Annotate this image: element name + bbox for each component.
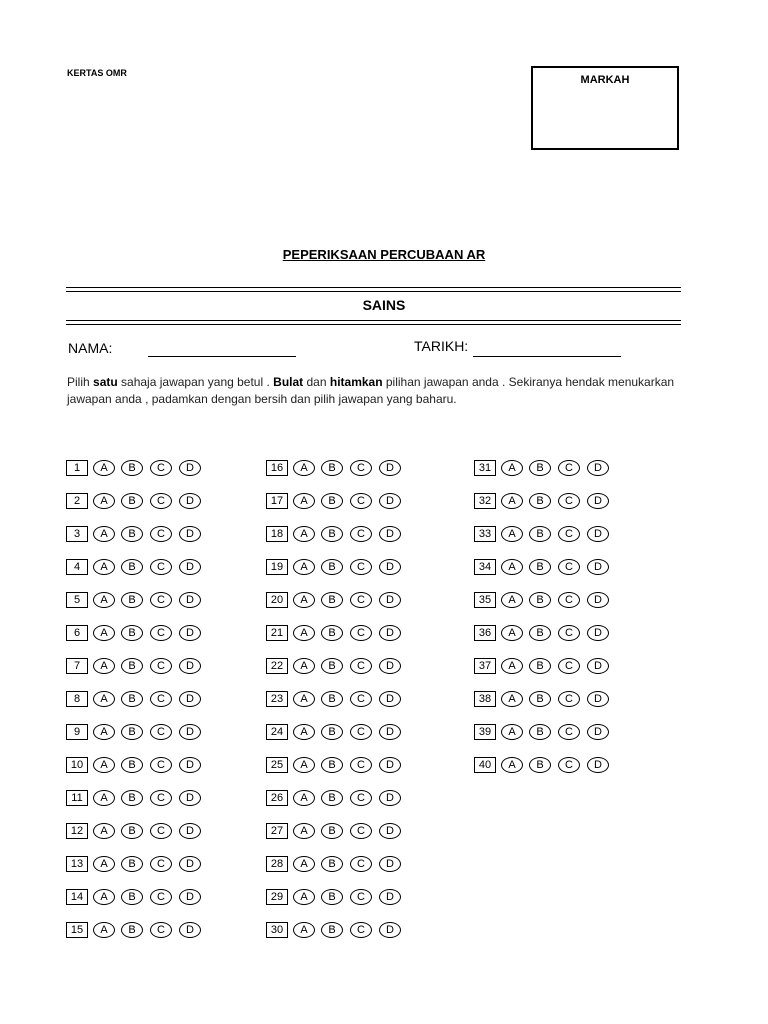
question-number: 38 [474, 691, 496, 707]
answer-bubble-a[interactable]: A [93, 724, 115, 740]
answer-bubble-b[interactable]: B [321, 922, 343, 938]
answer-bubble-c[interactable]: C [150, 823, 172, 839]
tarikh-label: TARIKH: [414, 338, 469, 354]
answer-bubble-c[interactable]: C [558, 658, 580, 674]
answer-bubble-d[interactable]: D [587, 559, 609, 575]
answer-bubble-b[interactable]: B [529, 625, 551, 641]
nama-label: NAMA: [68, 340, 113, 356]
answer-bubble-c[interactable]: C [150, 592, 172, 608]
answer-bubble-a[interactable]: A [293, 823, 315, 839]
answer-bubble-b[interactable]: B [121, 889, 143, 905]
answer-bubble-c[interactable]: C [150, 922, 172, 938]
question-number: 24 [266, 724, 288, 740]
answer-bubble-a[interactable]: A [293, 691, 315, 707]
answer-bubble-c[interactable]: C [350, 625, 372, 641]
question-number: 3 [66, 526, 88, 542]
question-number: 1 [66, 460, 88, 476]
question-number: 14 [66, 889, 88, 905]
answer-bubble-d[interactable]: D [587, 691, 609, 707]
answer-bubble-b[interactable]: B [121, 823, 143, 839]
answer-bubble-b[interactable]: B [321, 757, 343, 773]
question-number: 2 [66, 493, 88, 509]
answer-bubble-a[interactable]: A [293, 526, 315, 542]
question-number: 35 [474, 592, 496, 608]
answer-bubble-b[interactable]: B [121, 625, 143, 641]
answer-bubble-c[interactable]: C [350, 592, 372, 608]
answer-bubble-c[interactable]: C [150, 460, 172, 476]
answer-bubble-d[interactable]: D [179, 757, 201, 773]
answer-bubble-d[interactable]: D [379, 625, 401, 641]
answer-bubble-a[interactable]: A [501, 625, 523, 641]
answer-bubble-a[interactable]: A [293, 856, 315, 872]
answer-bubble-d[interactable]: D [379, 922, 401, 938]
question-number: 11 [66, 790, 88, 806]
tarikh-field[interactable] [473, 356, 621, 357]
answer-bubble-b[interactable]: B [121, 493, 143, 509]
answer-bubble-c[interactable]: C [558, 526, 580, 542]
answer-bubble-d[interactable]: D [179, 922, 201, 938]
answer-bubble-d[interactable]: D [179, 493, 201, 509]
answer-bubble-d[interactable]: D [379, 724, 401, 740]
answer-bubble-d[interactable]: D [379, 757, 401, 773]
answer-bubble-d[interactable]: D [179, 559, 201, 575]
answer-bubble-b[interactable]: B [121, 856, 143, 872]
answer-bubble-c[interactable]: C [350, 658, 372, 674]
question-number: 34 [474, 559, 496, 575]
answer-bubble-c[interactable]: C [350, 922, 372, 938]
answer-bubble-d[interactable]: D [379, 823, 401, 839]
answer-bubble-c[interactable]: C [150, 559, 172, 575]
answer-bubble-c[interactable]: C [150, 724, 172, 740]
question-number: 17 [266, 493, 288, 509]
answer-bubble-a[interactable]: A [93, 559, 115, 575]
question-number: 31 [474, 460, 496, 476]
answer-bubble-b[interactable]: B [321, 526, 343, 542]
markah-box [531, 66, 679, 150]
answer-bubble-b[interactable]: B [321, 790, 343, 806]
answer-bubble-c[interactable]: C [150, 889, 172, 905]
question-number: 19 [266, 559, 288, 575]
answer-bubble-a[interactable]: A [293, 559, 315, 575]
answer-bubble-a[interactable]: A [501, 559, 523, 575]
answer-bubble-b[interactable]: B [121, 658, 143, 674]
answer-bubble-c[interactable]: C [150, 790, 172, 806]
answer-bubble-c[interactable]: C [558, 625, 580, 641]
divider-bottom-1 [66, 320, 681, 321]
question-number: 29 [266, 889, 288, 905]
answer-bubble-a[interactable]: A [293, 889, 315, 905]
answer-bubble-b[interactable]: B [529, 658, 551, 674]
instructions: Pilih satu sahaja jawapan yang betul . Bulat dan hitamkan pilihan jawapan anda . Sekiranya hendak menukarkan jawapan anda , padamkan dengan bersih dan pilih jawapan yang baharu. [67, 375, 675, 406]
answer-bubble-c[interactable]: C [558, 559, 580, 575]
exam-title: PEPERIKSAAN PERCUBAAN AR [282, 247, 486, 262]
answer-bubble-b[interactable]: B [321, 658, 343, 674]
answer-bubble-a[interactable]: A [93, 922, 115, 938]
answer-bubble-c[interactable]: C [350, 856, 372, 872]
answer-bubble-a[interactable]: A [501, 757, 523, 773]
answer-bubble-c[interactable]: C [350, 823, 372, 839]
answer-bubble-b[interactable]: B [121, 526, 143, 542]
answer-bubble-d[interactable]: D [179, 856, 201, 872]
answer-bubble-a[interactable]: A [93, 889, 115, 905]
answer-bubble-c[interactable]: C [558, 724, 580, 740]
answer-bubble-a[interactable]: A [501, 460, 523, 476]
question-number: 9 [66, 724, 88, 740]
question-number: 4 [66, 559, 88, 575]
answer-bubble-d[interactable]: D [179, 526, 201, 542]
answer-bubble-a[interactable]: A [293, 724, 315, 740]
answer-bubble-b[interactable]: B [529, 724, 551, 740]
answer-bubble-d[interactable]: D [179, 625, 201, 641]
answer-bubble-a[interactable]: A [93, 493, 115, 509]
answer-bubble-d[interactable]: D [587, 460, 609, 476]
answer-bubble-d[interactable]: D [179, 889, 201, 905]
exam-title-wrap [0, 246, 768, 264]
answer-bubble-a[interactable]: A [93, 460, 115, 476]
answer-bubble-d[interactable]: D [379, 460, 401, 476]
answer-bubble-c[interactable]: C [350, 526, 372, 542]
answer-bubble-c[interactable]: C [558, 460, 580, 476]
answer-bubble-b[interactable]: B [121, 757, 143, 773]
subject-title: SAINS [362, 297, 406, 313]
question-number: 30 [266, 922, 288, 938]
answer-bubble-b[interactable]: B [321, 592, 343, 608]
answer-bubble-b[interactable]: B [529, 526, 551, 542]
answer-bubble-c[interactable]: C [150, 493, 172, 509]
answer-bubble-d[interactable]: D [587, 757, 609, 773]
answer-bubble-a[interactable]: A [293, 658, 315, 674]
divider-bottom-2 [66, 324, 681, 325]
answer-bubble-c[interactable]: C [150, 625, 172, 641]
answer-bubble-b[interactable]: B [121, 691, 143, 707]
answer-bubble-d[interactable]: D [587, 493, 609, 509]
question-number: 6 [66, 625, 88, 641]
answer-bubble-d[interactable]: D [587, 658, 609, 674]
question-number: 16 [266, 460, 288, 476]
question-number: 20 [266, 592, 288, 608]
answer-bubble-a[interactable]: A [293, 790, 315, 806]
answer-bubble-a[interactable]: A [293, 460, 315, 476]
answer-bubble-c[interactable]: C [350, 724, 372, 740]
answer-bubble-b[interactable]: B [121, 592, 143, 608]
question-number: 25 [266, 757, 288, 773]
answer-bubble-a[interactable]: A [293, 493, 315, 509]
question-number: 26 [266, 790, 288, 806]
answer-bubble-b[interactable]: B [529, 592, 551, 608]
answer-bubble-b[interactable]: B [529, 559, 551, 575]
answer-bubble-d[interactable]: D [379, 559, 401, 575]
answer-bubble-b[interactable]: B [121, 790, 143, 806]
answer-bubble-c[interactable]: C [150, 856, 172, 872]
answer-bubble-a[interactable]: A [93, 592, 115, 608]
answer-bubble-d[interactable]: D [379, 526, 401, 542]
answer-bubble-d[interactable]: D [179, 724, 201, 740]
answer-bubble-b[interactable]: B [121, 922, 143, 938]
answer-bubble-a[interactable]: A [93, 526, 115, 542]
answer-bubble-a[interactable]: A [293, 922, 315, 938]
answer-bubble-d[interactable]: D [179, 790, 201, 806]
answer-bubble-a[interactable]: A [93, 856, 115, 872]
answer-bubble-c[interactable]: C [350, 790, 372, 806]
question-number: 23 [266, 691, 288, 707]
answer-bubble-d[interactable]: D [587, 526, 609, 542]
answer-bubble-a[interactable]: A [501, 658, 523, 674]
answer-bubble-b[interactable]: B [321, 823, 343, 839]
question-number: 12 [66, 823, 88, 839]
answer-bubble-d[interactable]: D [179, 592, 201, 608]
answer-bubble-d[interactable]: D [587, 625, 609, 641]
answer-bubble-c[interactable]: C [350, 493, 372, 509]
answer-bubble-b[interactable]: B [321, 724, 343, 740]
answer-bubble-c[interactable]: C [350, 889, 372, 905]
answer-bubble-b[interactable]: B [321, 625, 343, 641]
answer-bubble-b[interactable]: B [321, 691, 343, 707]
kertas-omr-label: KERTAS OMR [67, 68, 127, 78]
question-number: 39 [474, 724, 496, 740]
answer-bubble-c[interactable]: C [558, 592, 580, 608]
answer-bubble-d[interactable]: D [179, 658, 201, 674]
answer-bubble-b[interactable]: B [529, 691, 551, 707]
answer-bubble-a[interactable]: A [501, 691, 523, 707]
question-number: 15 [66, 922, 88, 938]
answer-bubble-d[interactable]: D [587, 724, 609, 740]
answer-bubble-b[interactable]: B [321, 460, 343, 476]
answer-bubble-d[interactable]: D [379, 889, 401, 905]
answer-bubble-d[interactable]: D [379, 592, 401, 608]
answer-bubble-b[interactable]: B [529, 757, 551, 773]
answer-bubble-a[interactable]: A [93, 757, 115, 773]
answer-bubble-d[interactable]: D [379, 493, 401, 509]
answer-bubble-d[interactable]: D [379, 658, 401, 674]
markah-label: MARKAH [580, 74, 630, 86]
answer-bubble-b[interactable]: B [529, 460, 551, 476]
answer-bubble-c[interactable]: C [350, 691, 372, 707]
divider-top-2 [66, 291, 681, 292]
question-number: 28 [266, 856, 288, 872]
answer-bubble-a[interactable]: A [93, 790, 115, 806]
answer-bubble-d[interactable]: D [587, 592, 609, 608]
question-number: 7 [66, 658, 88, 674]
divider-top-1 [66, 287, 681, 288]
answer-bubble-b[interactable]: B [121, 559, 143, 575]
question-number: 18 [266, 526, 288, 542]
nama-field[interactable] [148, 356, 296, 357]
answer-bubble-c[interactable]: C [350, 460, 372, 476]
answer-bubble-d[interactable]: D [379, 691, 401, 707]
answer-bubble-a[interactable]: A [93, 691, 115, 707]
question-number: 36 [474, 625, 496, 641]
answer-bubble-c[interactable]: C [150, 658, 172, 674]
answer-bubble-c[interactable]: C [558, 493, 580, 509]
answer-bubble-b[interactable]: B [529, 493, 551, 509]
question-number: 32 [474, 493, 496, 509]
answer-bubble-b[interactable]: B [321, 856, 343, 872]
question-number: 22 [266, 658, 288, 674]
question-number: 33 [474, 526, 496, 542]
answer-bubble-b[interactable]: B [121, 460, 143, 476]
answer-bubble-b[interactable]: B [121, 724, 143, 740]
answer-bubble-a[interactable]: A [93, 625, 115, 641]
answer-bubble-c[interactable]: C [350, 757, 372, 773]
question-number: 10 [66, 757, 88, 773]
answer-bubble-c[interactable]: C [150, 757, 172, 773]
answer-bubble-c[interactable]: C [558, 757, 580, 773]
answer-bubble-a[interactable]: A [93, 823, 115, 839]
answer-bubble-b[interactable]: B [321, 493, 343, 509]
answer-bubble-a[interactable]: A [501, 526, 523, 542]
answer-bubble-a[interactable]: A [501, 493, 523, 509]
answer-bubble-d[interactable]: D [179, 460, 201, 476]
answer-bubble-a[interactable]: A [293, 592, 315, 608]
question-number: 40 [474, 757, 496, 773]
question-number: 37 [474, 658, 496, 674]
answer-bubble-d[interactable]: D [179, 691, 201, 707]
answer-bubble-d[interactable]: D [379, 856, 401, 872]
question-number: 21 [266, 625, 288, 641]
answer-bubble-c[interactable]: C [558, 691, 580, 707]
answer-bubble-d[interactable]: D [379, 790, 401, 806]
answer-bubble-c[interactable]: C [150, 691, 172, 707]
answer-bubble-a[interactable]: A [293, 625, 315, 641]
answer-bubble-b[interactable]: B [321, 559, 343, 575]
answer-bubble-a[interactable]: A [93, 658, 115, 674]
answer-bubble-d[interactable]: D [179, 823, 201, 839]
answer-bubble-c[interactable]: C [350, 559, 372, 575]
answer-bubble-a[interactable]: A [293, 757, 315, 773]
question-number: 8 [66, 691, 88, 707]
question-number: 13 [66, 856, 88, 872]
question-number: 5 [66, 592, 88, 608]
answer-bubble-b[interactable]: B [321, 889, 343, 905]
answer-bubble-a[interactable]: A [501, 724, 523, 740]
answer-bubble-a[interactable]: A [501, 592, 523, 608]
question-number: 27 [266, 823, 288, 839]
answer-bubble-c[interactable]: C [150, 526, 172, 542]
